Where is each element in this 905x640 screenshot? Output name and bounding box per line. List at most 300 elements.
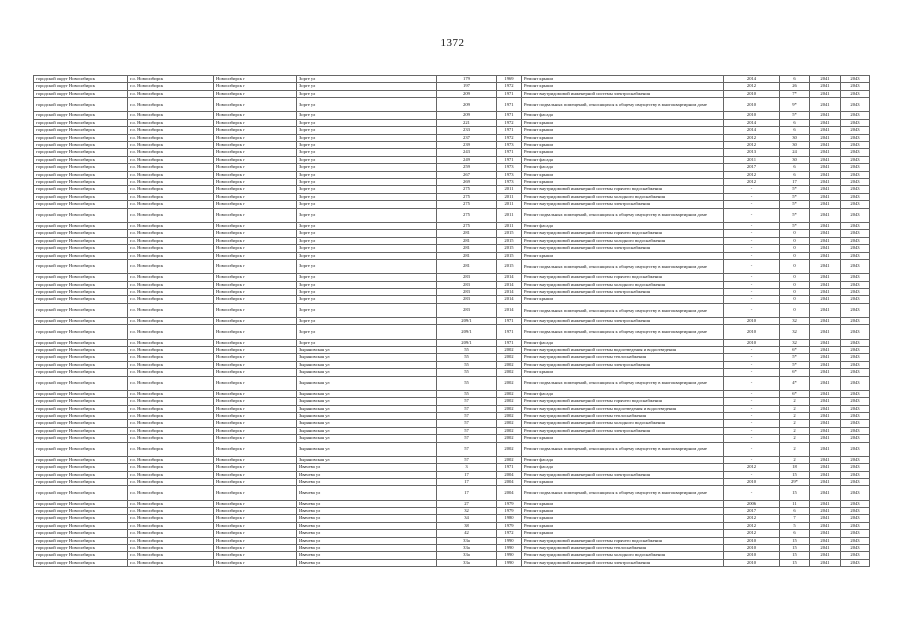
- table-cell-settlement: г.о. Новосибирск: [128, 119, 214, 126]
- table-cell-plan_year: -: [724, 245, 780, 252]
- table-row: [34, 164, 870, 171]
- table-cell-district: городской округ Новосибирск: [34, 361, 128, 368]
- table-cell-work: Ремонт внутридомовой инженерной системы электроснабжения: [522, 245, 724, 252]
- table-cell-work: Ремонт крыши: [522, 149, 724, 156]
- table-cell-locality: Новосибирск г: [214, 98, 297, 112]
- table-cell-settlement: г.о. Новосибирск: [128, 274, 214, 281]
- table-cell-street: Зорге ул: [297, 237, 437, 244]
- table-cell-end: 2043: [841, 478, 870, 485]
- table-cell-district: городской округ Новосибирск: [34, 339, 128, 346]
- table-cell-end: 2043: [841, 442, 870, 456]
- table-cell-end: 2043: [841, 398, 870, 405]
- table-cell-plan_year: -: [724, 420, 780, 427]
- table-cell-plan_year: -: [724, 361, 780, 368]
- table-cell-end: 2043: [841, 515, 870, 522]
- table-cell-work: Ремонт крыши: [522, 478, 724, 485]
- table-row: [34, 156, 870, 163]
- table-cell-build_year: 1971: [497, 90, 522, 97]
- table-cell-work: Ремонт фасада: [522, 164, 724, 171]
- table-cell-wear: 2: [780, 420, 810, 427]
- table-cell-settlement: г.о. Новосибирск: [128, 500, 214, 507]
- table-cell-settlement: г.о. Новосибирск: [128, 98, 214, 112]
- table-cell-work: Ремонт внутридомовой инженерной системы электроснабжения: [522, 288, 724, 295]
- table-cell-start: 2041: [810, 339, 841, 346]
- table-cell-start: 2041: [810, 164, 841, 171]
- table-cell-house: 209: [437, 112, 497, 119]
- table-cell-plan_year: -: [724, 390, 780, 397]
- table-cell-plan_year: 2006: [724, 500, 780, 507]
- table-cell-end: 2043: [841, 252, 870, 259]
- table-cell-house: 33а: [437, 545, 497, 552]
- table-row: [34, 134, 870, 141]
- table-cell-work: Ремонт внутридомовой инженерной системы электроснабжения: [522, 471, 724, 478]
- table-cell-settlement: г.о. Новосибирск: [128, 390, 214, 397]
- table-cell-end: 2043: [841, 171, 870, 178]
- table-cell-start: 2041: [810, 156, 841, 163]
- table-cell-street: Зорге ул: [297, 186, 437, 193]
- table-cell-end: 2043: [841, 281, 870, 288]
- table-cell-work: Ремонт внутридомовой инженерной системы холодного водоснабжения: [522, 281, 724, 288]
- table-cell-house: 55: [437, 369, 497, 376]
- table-cell-house: 269: [437, 179, 497, 186]
- table-cell-work: Ремонт внутридомовой инженерной системы электроснабжения: [522, 201, 724, 208]
- table-cell-start: 2041: [810, 296, 841, 303]
- table-cell-house: 275: [437, 186, 497, 193]
- table-cell-street: Зорге ул: [297, 98, 437, 112]
- table-row: [34, 435, 870, 442]
- table-cell-build_year: 2015: [497, 259, 522, 273]
- table-cell-district: городской округ Новосибирск: [34, 98, 128, 112]
- table-row: [34, 412, 870, 419]
- table-cell-street: Зорге ул: [297, 134, 437, 141]
- table-cell-house: 55: [437, 361, 497, 368]
- table-cell-settlement: г.о. Новосибирск: [128, 412, 214, 419]
- table-cell-district: городской округ Новосибирск: [34, 427, 128, 434]
- table-cell-wear: 5*: [780, 222, 810, 229]
- table-cell-settlement: г.о. Новосибирск: [128, 478, 214, 485]
- table-cell-street: Зорге ул: [297, 303, 437, 317]
- table-cell-settlement: г.о. Новосибирск: [128, 134, 214, 141]
- table-cell-start: 2041: [810, 83, 841, 90]
- table-row: [34, 252, 870, 259]
- table-cell-house: 17: [437, 478, 497, 485]
- table-cell-build_year: 2004: [497, 486, 522, 500]
- table-cell-plan_year: 2010: [724, 339, 780, 346]
- table-cell-locality: Новосибирск г: [214, 208, 297, 222]
- table-cell-start: 2041: [810, 500, 841, 507]
- table-cell-end: 2043: [841, 354, 870, 361]
- table-cell-district: городской округ Новосибирск: [34, 435, 128, 442]
- table-cell-settlement: г.о. Новосибирск: [128, 507, 214, 514]
- table-cell-house: 57: [437, 398, 497, 405]
- table-cell-build_year: 1990: [497, 559, 522, 566]
- table-cell-plan_year: -: [724, 442, 780, 456]
- table-row: [34, 464, 870, 471]
- table-cell-plan_year: 2010: [724, 317, 780, 324]
- table-cell-locality: Новосибирск г: [214, 325, 297, 339]
- table-cell-street: Зорге ул: [297, 274, 437, 281]
- table-cell-start: 2041: [810, 435, 841, 442]
- table-cell-work: Ремонт внутридомовой инженерной системы электроснабжения: [522, 90, 724, 97]
- table-cell-house: 209/1: [437, 339, 497, 346]
- table-cell-wear: 6: [780, 507, 810, 514]
- table-cell-wear: 15: [780, 486, 810, 500]
- table-cell-plan_year: 2010: [724, 552, 780, 559]
- table-cell-plan_year: -: [724, 274, 780, 281]
- table-cell-street: Зорге ул: [297, 245, 437, 252]
- table-row: [34, 142, 870, 149]
- table-cell-wear: 0: [780, 230, 810, 237]
- table-cell-settlement: г.о. Новосибирск: [128, 193, 214, 200]
- table-cell-house: 281: [437, 259, 497, 273]
- table-cell-settlement: г.о. Новосибирск: [128, 112, 214, 119]
- table-cell-end: 2043: [841, 179, 870, 186]
- table-cell-settlement: г.о. Новосибирск: [128, 164, 214, 171]
- table-cell-street: Зорге ул: [297, 288, 437, 295]
- table-cell-district: городской округ Новосибирск: [34, 83, 128, 90]
- table-cell-district: городской округ Новосибирск: [34, 222, 128, 229]
- table-row: [34, 515, 870, 522]
- table-cell-house: 249: [437, 156, 497, 163]
- table-cell-plan_year: 2012: [724, 515, 780, 522]
- table-cell-house: 283: [437, 274, 497, 281]
- table-cell-district: городской округ Новосибирск: [34, 522, 128, 529]
- table-cell-street: Зорге ул: [297, 112, 437, 119]
- table-cell-house: 209: [437, 98, 497, 112]
- table-cell-wear: 7*: [780, 90, 810, 97]
- table-cell-wear: 0: [780, 274, 810, 281]
- table-cell-work: Ремонт крыши: [522, 76, 724, 83]
- table-cell-start: 2041: [810, 405, 841, 412]
- table-cell-district: городской округ Новосибирск: [34, 259, 128, 273]
- table-cell-locality: Новосибирск г: [214, 303, 297, 317]
- table-cell-build_year: 2015: [497, 237, 522, 244]
- table-cell-locality: Новосибирск г: [214, 90, 297, 97]
- table-cell-house: 38: [437, 522, 497, 529]
- table-cell-end: 2043: [841, 376, 870, 390]
- table-cell-house: 283: [437, 296, 497, 303]
- table-row: [34, 76, 870, 83]
- table-cell-start: 2041: [810, 127, 841, 134]
- table-cell-house: 55: [437, 354, 497, 361]
- table-cell-build_year: 2011: [497, 208, 522, 222]
- table-row: [34, 171, 870, 178]
- table-cell-district: городской округ Новосибирск: [34, 288, 128, 295]
- table-cell-settlement: г.о. Новосибирск: [128, 559, 214, 566]
- table-row: [34, 471, 870, 478]
- table-cell-street: Зыряновская ул: [297, 435, 437, 442]
- table-cell-start: 2041: [810, 346, 841, 353]
- table-cell-work: Ремонт подвальных помещений, относящихся к общему имуществу в многоквартирном доме: [522, 486, 724, 500]
- table-cell-start: 2041: [810, 134, 841, 141]
- table-cell-wear: 30: [780, 142, 810, 149]
- table-cell-start: 2041: [810, 208, 841, 222]
- table-cell-work: Ремонт внутридомовой инженерной системы горячего водоснабжения: [522, 274, 724, 281]
- table-cell-house: 275: [437, 201, 497, 208]
- table-cell-work: Ремонт крыши: [522, 179, 724, 186]
- table-cell-house: 259: [437, 164, 497, 171]
- table-body: [34, 76, 870, 567]
- table-cell-build_year: 1973: [497, 142, 522, 149]
- table-cell-end: 2043: [841, 412, 870, 419]
- table-cell-wear: 26: [780, 83, 810, 90]
- table-cell-end: 2043: [841, 471, 870, 478]
- table-cell-build_year: 1972: [497, 119, 522, 126]
- table-row: [34, 427, 870, 434]
- table-cell-locality: Новосибирск г: [214, 296, 297, 303]
- table-cell-start: 2041: [810, 186, 841, 193]
- table-cell-plan_year: -: [724, 186, 780, 193]
- table-cell-wear: 15: [780, 537, 810, 544]
- table-cell-work: Ремонт крыши: [522, 252, 724, 259]
- table-cell-wear: 2: [780, 405, 810, 412]
- table-cell-build_year: 2002: [497, 361, 522, 368]
- table-cell-end: 2043: [841, 296, 870, 303]
- table-row: [34, 507, 870, 514]
- page-number: 1372: [440, 37, 465, 49]
- table-cell-settlement: г.о. Новосибирск: [128, 420, 214, 427]
- table-cell-work: Ремонт внутридомовой инженерной системы холодного водоснабжения: [522, 420, 724, 427]
- table-cell-wear: 2: [780, 398, 810, 405]
- table-row: [34, 237, 870, 244]
- table-cell-house: 55: [437, 376, 497, 390]
- table-cell-house: 42: [437, 530, 497, 537]
- table-cell-end: 2043: [841, 237, 870, 244]
- table-cell-wear: 0: [780, 259, 810, 273]
- table-cell-plan_year: -: [724, 456, 780, 463]
- table-cell-district: городской округ Новосибирск: [34, 478, 128, 485]
- table-row: [34, 186, 870, 193]
- table-row: [34, 398, 870, 405]
- table-cell-locality: Новосибирск г: [214, 376, 297, 390]
- table-cell-work: Ремонт подвальных помещений, относящихся к общему имуществу в многоквартирном доме: [522, 376, 724, 390]
- table-cell-start: 2041: [810, 552, 841, 559]
- table-cell-start: 2041: [810, 90, 841, 97]
- table-cell-settlement: г.о. Новосибирск: [128, 346, 214, 353]
- table-cell-wear: 0: [780, 245, 810, 252]
- table-cell-street: Ивачева ул: [297, 559, 437, 566]
- table-cell-build_year: 1972: [497, 83, 522, 90]
- table-cell-work: Ремонт подвальных помещений, относящихся к общему имуществу в многоквартирном доме: [522, 303, 724, 317]
- table-cell-wear: 5*: [780, 193, 810, 200]
- table-cell-end: 2043: [841, 361, 870, 368]
- table-cell-locality: Новосибирск г: [214, 274, 297, 281]
- table-cell-plan_year: -: [724, 346, 780, 353]
- table-cell-wear: 5*: [780, 112, 810, 119]
- table-cell-street: Зорге ул: [297, 193, 437, 200]
- table-row: [34, 530, 870, 537]
- table-row: [34, 339, 870, 346]
- table-cell-plan_year: -: [724, 281, 780, 288]
- table-cell-street: Зыряновская ул: [297, 361, 437, 368]
- table-cell-start: 2041: [810, 398, 841, 405]
- table-cell-district: городской округ Новосибирск: [34, 245, 128, 252]
- table-cell-plan_year: 2012: [724, 530, 780, 537]
- table-cell-end: 2043: [841, 127, 870, 134]
- table-cell-locality: Новосибирск г: [214, 398, 297, 405]
- table-cell-plan_year: -: [724, 193, 780, 200]
- table-cell-street: Зорге ул: [297, 339, 437, 346]
- table-row: [34, 390, 870, 397]
- table-cell-district: городской округ Новосибирск: [34, 552, 128, 559]
- table-cell-locality: Новосибирск г: [214, 186, 297, 193]
- table-cell-end: 2043: [841, 245, 870, 252]
- table-cell-plan_year: 2012: [724, 464, 780, 471]
- table-cell-wear: 5*: [780, 186, 810, 193]
- table-cell-district: городской округ Новосибирск: [34, 193, 128, 200]
- table-cell-start: 2041: [810, 420, 841, 427]
- table-cell-wear: 6: [780, 119, 810, 126]
- table-cell-plan_year: 2013: [724, 149, 780, 156]
- table-row: [34, 274, 870, 281]
- table-cell-house: 57: [437, 427, 497, 434]
- table-cell-plan_year: 2010: [724, 98, 780, 112]
- table-cell-house: 57: [437, 456, 497, 463]
- table-cell-locality: Новосибирск г: [214, 230, 297, 237]
- table-cell-district: городской округ Новосибирск: [34, 208, 128, 222]
- table-cell-end: 2043: [841, 230, 870, 237]
- table-row: [34, 317, 870, 324]
- table-row: [34, 208, 870, 222]
- table-cell-work: Ремонт крыши: [522, 127, 724, 134]
- table-cell-plan_year: -: [724, 296, 780, 303]
- table-cell-district: городской округ Новосибирск: [34, 325, 128, 339]
- table-cell-locality: Новосибирск г: [214, 339, 297, 346]
- table-cell-district: городской округ Новосибирск: [34, 90, 128, 97]
- table-cell-end: 2043: [841, 486, 870, 500]
- table-cell-start: 2041: [810, 530, 841, 537]
- table-cell-street: Зыряновская ул: [297, 398, 437, 405]
- table-cell-end: 2043: [841, 98, 870, 112]
- table-row: [34, 179, 870, 186]
- table-cell-plan_year: 2014: [724, 119, 780, 126]
- table-cell-district: городской округ Новосибирск: [34, 537, 128, 544]
- table-cell-plan_year: -: [724, 208, 780, 222]
- table-row: [34, 552, 870, 559]
- table-cell-locality: Новосибирск г: [214, 112, 297, 119]
- table-cell-work: Ремонт фасада: [522, 464, 724, 471]
- table-cell-start: 2041: [810, 119, 841, 126]
- table-cell-district: городской округ Новосибирск: [34, 405, 128, 412]
- table-cell-street: Ивачева ул: [297, 522, 437, 529]
- table-cell-house: 283: [437, 281, 497, 288]
- table-cell-street: Зыряновская ул: [297, 390, 437, 397]
- table-cell-start: 2041: [810, 171, 841, 178]
- table-cell-build_year: 2004: [497, 471, 522, 478]
- table-cell-street: Зорге ул: [297, 179, 437, 186]
- table-cell-start: 2041: [810, 303, 841, 317]
- table-cell-locality: Новосибирск г: [214, 412, 297, 419]
- table-cell-locality: Новосибирск г: [214, 237, 297, 244]
- table-cell-build_year: 1971: [497, 339, 522, 346]
- table-cell-work: Ремонт фасада: [522, 112, 724, 119]
- table-cell-locality: Новосибирск г: [214, 522, 297, 529]
- table-cell-settlement: г.о. Новосибирск: [128, 208, 214, 222]
- table-cell-plan_year: -: [724, 252, 780, 259]
- table-cell-work: Ремонт подвальных помещений, относящихся к общему имуществу в многоквартирном доме: [522, 259, 724, 273]
- table-cell-end: 2043: [841, 186, 870, 193]
- table-cell-settlement: г.о. Новосибирск: [128, 171, 214, 178]
- table-cell-settlement: г.о. Новосибирск: [128, 230, 214, 237]
- table-cell-settlement: г.о. Новосибирск: [128, 339, 214, 346]
- table-cell-work: Ремонт внутридомовой инженерной системы горячего водоснабжения: [522, 230, 724, 237]
- table-cell-start: 2041: [810, 412, 841, 419]
- table-cell-build_year: 2002: [497, 435, 522, 442]
- table-cell-locality: Новосибирск г: [214, 134, 297, 141]
- table-cell-street: Зорге ул: [297, 90, 437, 97]
- table-row: [34, 420, 870, 427]
- table-cell-work: Ремонт подвальных помещений, относящихся к общему имуществу в многоквартирном доме: [522, 442, 724, 456]
- table-row: [34, 559, 870, 566]
- table-cell-district: городской округ Новосибирск: [34, 442, 128, 456]
- table-cell-plan_year: -: [724, 288, 780, 295]
- table-cell-work: Ремонт крыши: [522, 134, 724, 141]
- table-cell-district: городской округ Новосибирск: [34, 303, 128, 317]
- table-cell-settlement: г.о. Новосибирск: [128, 259, 214, 273]
- table-cell-start: 2041: [810, 478, 841, 485]
- table-cell-start: 2041: [810, 317, 841, 324]
- table-cell-start: 2041: [810, 201, 841, 208]
- table-row: [34, 296, 870, 303]
- table-cell-locality: Новосибирск г: [214, 354, 297, 361]
- table-cell-settlement: г.о. Новосибирск: [128, 245, 214, 252]
- table-cell-street: Зорге ул: [297, 252, 437, 259]
- table-cell-settlement: г.о. Новосибирск: [128, 427, 214, 434]
- table-cell-locality: Новосибирск г: [214, 545, 297, 552]
- table-cell-work: Ремонт подвальных помещений, относящихся к общему имуществу в многоквартирном доме: [522, 325, 724, 339]
- table-cell-wear: 2: [780, 442, 810, 456]
- table-cell-end: 2043: [841, 90, 870, 97]
- table-cell-locality: Новосибирск г: [214, 478, 297, 485]
- table-cell-wear: 4*: [780, 376, 810, 390]
- table-cell-wear: 32: [780, 317, 810, 324]
- table-cell-street: Зыряновская ул: [297, 456, 437, 463]
- table-cell-build_year: 1990: [497, 552, 522, 559]
- table-cell-build_year: 1971: [497, 149, 522, 156]
- table-row: [34, 83, 870, 90]
- table-cell-wear: 15: [780, 559, 810, 566]
- table-cell-start: 2041: [810, 76, 841, 83]
- table-cell-work: Ремонт крыши: [522, 119, 724, 126]
- table-cell-end: 2043: [841, 149, 870, 156]
- table-cell-start: 2041: [810, 281, 841, 288]
- table-cell-district: городской округ Новосибирск: [34, 346, 128, 353]
- table-cell-build_year: 1971: [497, 464, 522, 471]
- table-cell-work: Ремонт внутридомовой инженерной системы электроснабжения: [522, 427, 724, 434]
- table-cell-plan_year: -: [724, 427, 780, 434]
- table-cell-work: Ремонт фасада: [522, 456, 724, 463]
- table-cell-work: Ремонт крыши: [522, 296, 724, 303]
- table-cell-district: городской округ Новосибирск: [34, 296, 128, 303]
- table-cell-house: 17: [437, 486, 497, 500]
- table-row: [34, 369, 870, 376]
- table-cell-district: городской округ Новосибирск: [34, 376, 128, 390]
- table-cell-district: городской округ Новосибирск: [34, 390, 128, 397]
- table-cell-district: городской округ Новосибирск: [34, 545, 128, 552]
- table-cell-district: городской округ Новосибирск: [34, 369, 128, 376]
- table-cell-end: 2043: [841, 507, 870, 514]
- table-cell-wear: 5*: [780, 208, 810, 222]
- table-cell-wear: 6*: [780, 346, 810, 353]
- table-cell-locality: Новосибирск г: [214, 317, 297, 324]
- table-cell-locality: Новосибирск г: [214, 369, 297, 376]
- table-cell-end: 2043: [841, 405, 870, 412]
- table-cell-street: Зорге ул: [297, 76, 437, 83]
- table-cell-settlement: г.о. Новосибирск: [128, 464, 214, 471]
- table-cell-build_year: 2002: [497, 398, 522, 405]
- table-cell-district: городской округ Новосибирск: [34, 237, 128, 244]
- table-row: [34, 354, 870, 361]
